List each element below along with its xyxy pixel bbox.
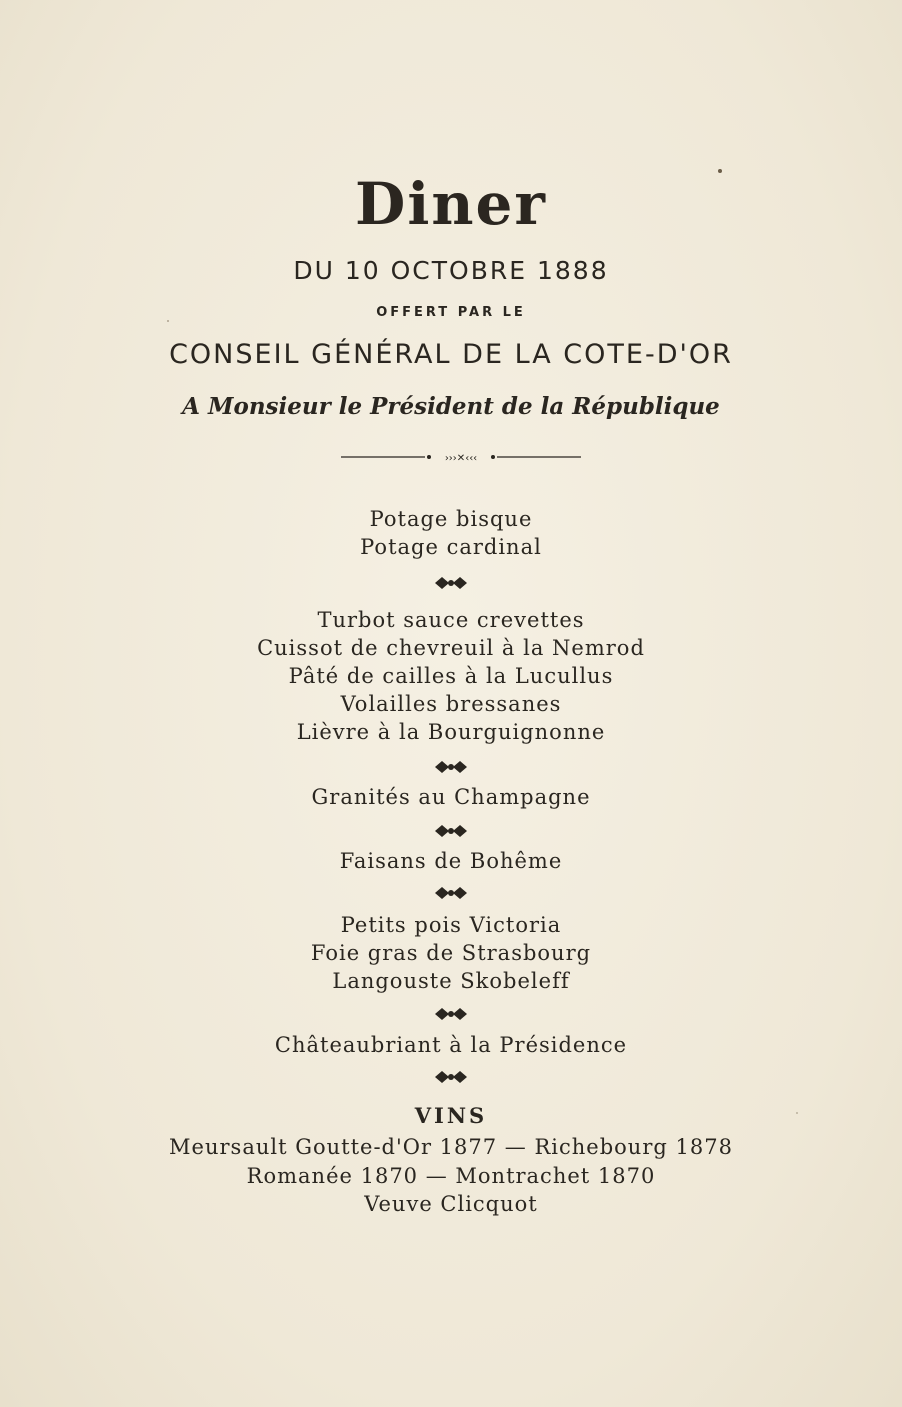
menu-item: Potage cardinal [360,535,542,559]
wine-line: Romanée 1870 — Montrachet 1870 [246,1164,656,1188]
menu-item: Faisans de Bohême [339,849,563,873]
svg-text:›››✕‹‹‹: ›››✕‹‹‹ [444,453,478,463]
fleuron-ornament-icon [431,1068,471,1086]
offered-by-text: OFFERT PAR LE [376,305,526,320]
menu-item: Châteaubriant à la Présidence [274,1033,628,1057]
fleuron-ornament-icon [431,574,471,592]
menu-item: Langouste Skobeleff [332,969,570,993]
fleuron-ornament-icon [431,1005,471,1023]
host-name: CONSEIL GÉNÉRAL DE LA COTE-D'OR [169,339,733,370]
menu-item: Potage bisque [369,507,533,531]
menu-item: Pâté de cailles à la Lucullus [288,664,614,688]
fleuron-ornament-icon [431,884,471,902]
fleuron-ornament-icon [431,822,471,840]
wine-line: Meursault Goutte-d'Or 1877 — Richebourg 1878 [169,1135,733,1159]
menu-item: Lièvre à la Bourguignonne [296,720,606,744]
menu-item: Petits pois Victoria [340,913,562,937]
paper-speck [167,320,169,322]
menu-item: Granités au Champagne [311,785,591,809]
paper-speck [718,169,722,173]
menu-item: Foie gras de Strasbourg [310,941,592,965]
fleuron-ornament-icon [431,758,471,776]
ornamental-divider [341,451,581,463]
menu-date: DU 10 OCTOBRE 1888 [293,256,609,285]
paper-speck [796,1112,798,1114]
menu-title: Diner [355,170,547,238]
menu-item: Volailles bressanes [340,692,562,716]
dedication: A Monsieur le Président de la République [182,393,720,420]
wines-heading: VINS [414,1103,488,1128]
menu-item: Cuissot de chevreuil à la Nemrod [257,636,645,660]
wine-line: Veuve Clicquot [364,1192,538,1216]
menu-item: Turbot sauce crevettes [317,608,585,632]
